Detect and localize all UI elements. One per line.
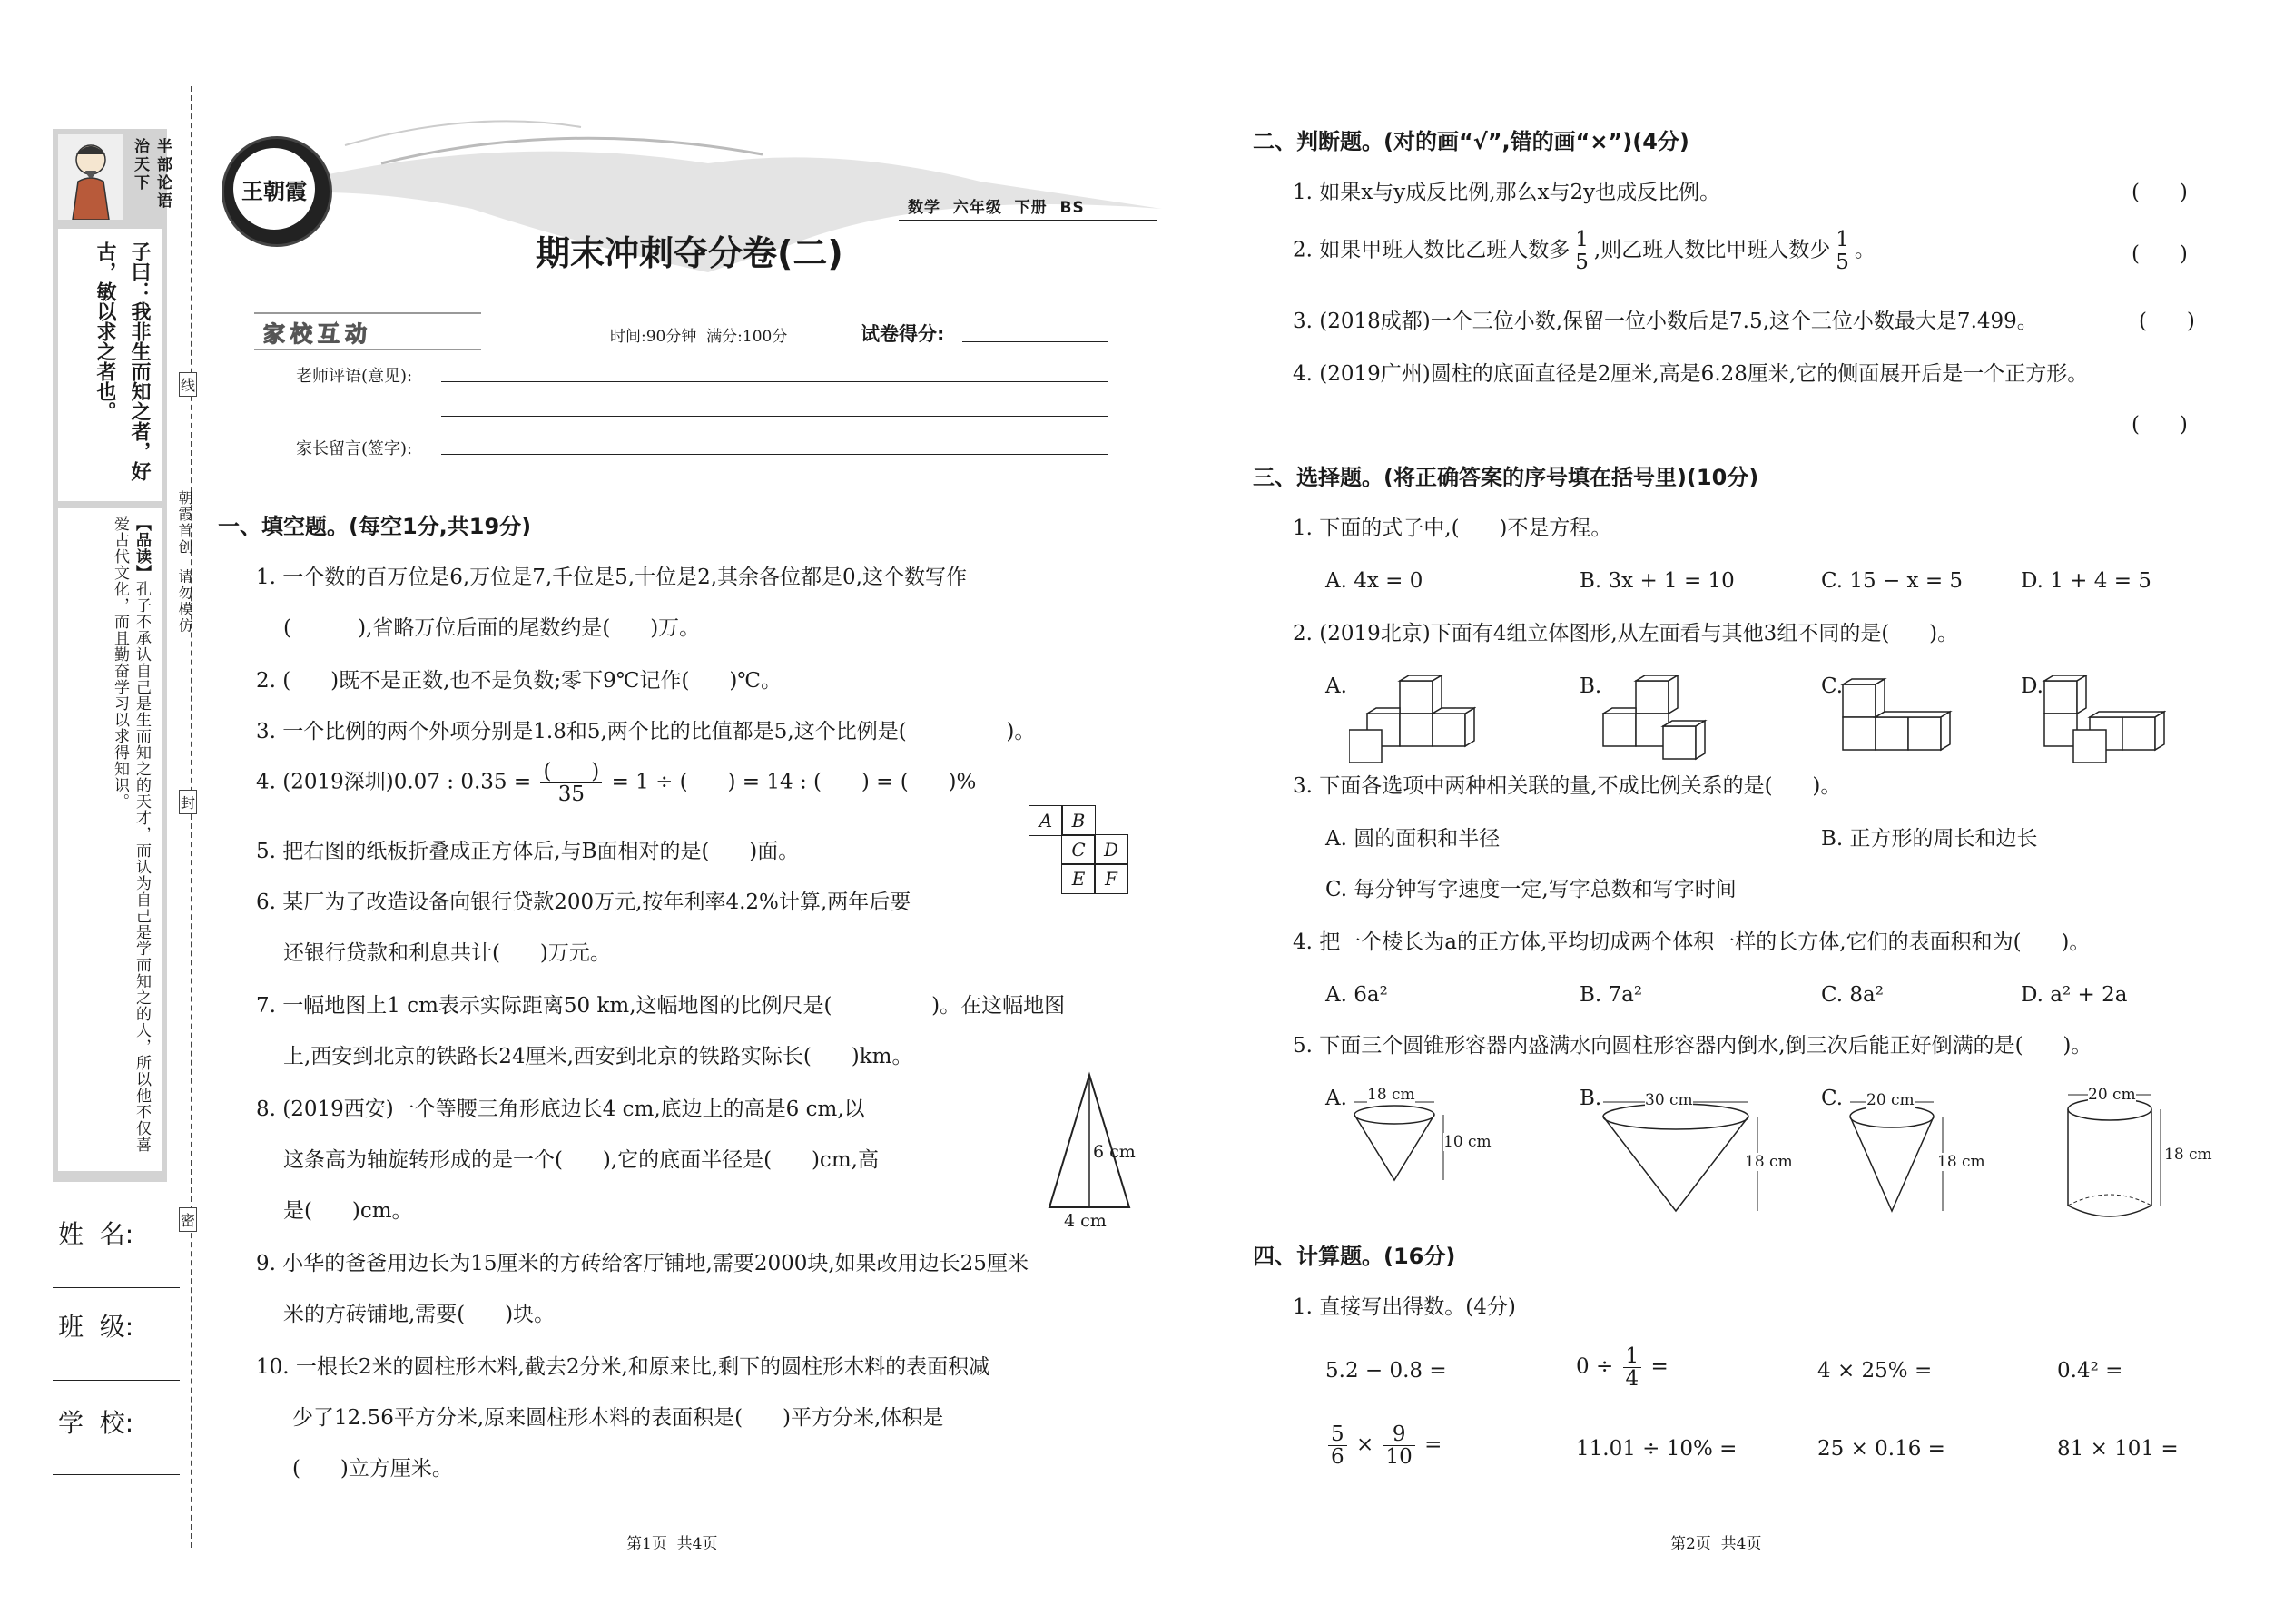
calc-8: 81 × 101 = (2057, 1437, 2179, 1461)
parent-comment-label: 家长留言(签字): (296, 439, 413, 458)
cone-b-height: 18 cm (1745, 1153, 1793, 1171)
s2-q2-frac1-num: 1 (1572, 229, 1591, 251)
s2-q2-frac2-num: 1 (1833, 229, 1852, 251)
s1-q2: 2. ( )既不是正数,也不是负数;零下9℃记作( )℃。 (256, 669, 783, 693)
cone-a-height: 10 cm (1443, 1133, 1492, 1151)
home-school-badge: 家校互动 (263, 321, 372, 347)
s2-q1: 1. 如果x与y成反比例,那么x与2y也成反比例。 (1293, 181, 1721, 204)
net-cell: F (1094, 863, 1128, 894)
calc-5-times: × (1355, 1432, 1374, 1457)
calc-2 (1576, 1345, 1669, 1390)
cut-mark-secret: 密 (179, 1207, 197, 1232)
s2-q2-mid: ,则乙班人数比甲班人数少 (1593, 238, 1831, 262)
time-score: 时间:90分钟 满分:100分 (610, 328, 788, 346)
copyright-note: 朝霞首创 请勿模仿 (176, 490, 193, 635)
brand-name: 王朝霞 (241, 178, 307, 204)
name-label: 姓 名: (58, 1219, 134, 1249)
calc-2-num: 1 (1623, 1345, 1642, 1368)
s1-q6-line1: 6. 某厂为了改造设备向银行贷款200万元,按年利率4.2%计算,两年后要 (256, 891, 911, 914)
net-cell: E (1061, 863, 1096, 894)
s1-q4-pre: 4. (2019深圳)0.07 : 0.35 = (256, 770, 532, 794)
cone-b-diameter: 30 cm (1645, 1091, 1693, 1109)
name-line (53, 1287, 180, 1288)
s1-q10-line3: ( )立方厘米。 (292, 1457, 453, 1481)
section2-title: 二、判断题。(对的画“√”,错的画“×”)(4分) (1253, 129, 1689, 154)
s1-q4-post: = 1 ÷ ( ) = 14 : ( ) = ( )% (611, 770, 977, 794)
section4-title: 四、计算题。(16分) (1253, 1244, 1456, 1269)
s2-q2-frac2 (1833, 229, 1852, 273)
reading-label: 【品读】 (133, 516, 151, 581)
cone-c-height: 18 cm (1937, 1153, 1985, 1171)
reading-text (109, 516, 153, 1160)
s1-q1-line1: 1. 一个数的百万位是6,万位是7,千位是5,十位是2,其余各位都是0,这个数写作 (256, 566, 967, 589)
score-line (962, 341, 1108, 342)
sidebar (53, 129, 172, 1182)
s3-q3-opt-c: C. 每分钟写字速度一定,写字总数和写字时间 (1325, 878, 1737, 901)
net-cell: D (1094, 834, 1128, 865)
score-label: 试卷得分: (861, 323, 945, 345)
subject-tag: 数学 六年级 下册 BS (908, 199, 1085, 217)
s1-q3: 3. 一个比例的两个外项分别是1.8和5,两个比的比值都是5,这个比例是( )。 (256, 720, 1036, 743)
s1-q4 (256, 761, 976, 805)
net-cell: C (1061, 834, 1096, 865)
cut-line (191, 86, 192, 1548)
cone-a-diameter: 18 cm (1367, 1086, 1415, 1104)
calc-5-eq: = (1424, 1432, 1442, 1457)
class-label: 班 级: (58, 1312, 134, 1342)
net-cell: A (1029, 805, 1063, 836)
cube-net (1029, 806, 1127, 893)
calc-5-num1: 5 (1328, 1423, 1347, 1446)
cylinder-diameter: 20 cm (2088, 1086, 2136, 1104)
calc-2-pre: 0 ÷ (1576, 1354, 1614, 1379)
s3-q2-opt-c: C. (1821, 674, 1844, 698)
triangle-base-label: 4 cm (1064, 1211, 1107, 1231)
triangle-height-label: 6 cm (1093, 1142, 1136, 1162)
s3-q5: 5. 下面三个圆锥形容器内盛满水向圆柱形容器内倒水,倒三次后能正好倒满的是( )。 (1293, 1034, 2092, 1058)
calc-2-frac (1623, 1345, 1642, 1390)
quote-box (58, 229, 162, 501)
s1-q7-line1: 7. 一幅地图上1 cm表示实际距离50 km,这幅地图的比例尺是( )。在这幅地图 (256, 994, 1066, 1018)
section1-title: 一、填空题。(每空1分,共19分) (218, 514, 532, 539)
calc-5-frac2 (1383, 1423, 1415, 1468)
cut-mark-seal: 封 (179, 790, 197, 814)
calc-2-post: = (1650, 1354, 1669, 1379)
calc-6: 11.01 ÷ 10% = (1576, 1437, 1738, 1461)
s1-q4-num: ( ) (540, 761, 602, 783)
cube-figure-d (2039, 675, 2166, 764)
cylinder (2061, 1089, 2179, 1225)
s2-q1-paren: ( ) (2132, 181, 2188, 204)
calc-5-frac1 (1328, 1423, 1347, 1468)
s1-q9-line1: 9. 小华的爸爸用边长为15厘米的方砖给客厅铺地,需要2000块,如果改用边长25厘米 (256, 1252, 1029, 1275)
s2-q4-paren: ( ) (2132, 413, 2188, 437)
s3-q3-opt-a: A. 圆的面积和半径 (1325, 827, 1501, 851)
page-footer-2: 第2页 共4页 (1670, 1535, 1762, 1553)
brand-logo-inner (233, 148, 315, 230)
cube-figure-a (1349, 675, 1476, 764)
cylinder-height: 18 cm (2164, 1146, 2212, 1164)
class-line (53, 1380, 180, 1381)
s3-q4: 4. 把一个棱长为a的正方体,平均切成两个体积一样的长方体,它们的表面积和为( )。 (1293, 930, 2091, 954)
s3-q4-opt-a: A. 6a² (1325, 983, 1388, 1007)
s3-q5-label-a: A. (1325, 1087, 1347, 1110)
calc-7: 25 × 0.16 = (1817, 1437, 1945, 1461)
calc-1: 5.2 − 0.8 = (1325, 1359, 1447, 1383)
s3-q4-opt-c: C. 8a² (1821, 983, 1884, 1007)
s3-q1-opt-c: C. 15 − x = 5 (1821, 569, 1964, 593)
s2-q2-frac1-den: 5 (1575, 251, 1589, 274)
school-line (53, 1474, 180, 1475)
s1-q7-line2: 上,西安到北京的铁路长24厘米,西安到北京的铁路实际长( )km。 (283, 1045, 913, 1068)
s3-q2-opt-a: A. (1325, 674, 1347, 698)
teacher-comment-line-1 (441, 381, 1108, 382)
quote-line-2: 古，敏以求之者也。 (94, 241, 116, 421)
cube-figure-b (1600, 675, 1727, 764)
s1-q4-den: 35 (557, 782, 585, 806)
s2-q3-paren: ( ) (2139, 310, 2195, 333)
subject-underline (899, 220, 1157, 221)
s3-q2: 2. (2019北京)下面有4组立体图形,从左面看与其他3组不同的是( )。 (1293, 622, 1959, 645)
section3-title: 三、选择题。(将正确答案的序号填在括号里)(10分) (1253, 465, 1759, 490)
page-title: 期末冲刺夺分卷(二) (536, 233, 843, 273)
s1-q1-line2: ( ),省略万位后面的尾数约是( )万。 (283, 616, 701, 640)
s1-q6-line2: 还银行贷款和利息共计( )万元。 (283, 941, 611, 965)
s3-q1-opt-d: D. 1 + 4 = 5 (2021, 569, 2151, 593)
reading-body: 孔子不承认自己是生而知之的天才，而认为自己是学而知之的人，所以他不仅喜爱古代文化，而且勤奋学习以求得知识。 (111, 516, 151, 1153)
calc-4: 0.4² = (2057, 1359, 2123, 1383)
cube-figure-c (1837, 675, 1964, 764)
s1-q4-fraction (540, 761, 602, 805)
teacher-comment-line-2 (441, 416, 1108, 417)
calc-5-den1: 6 (1331, 1445, 1344, 1469)
page-footer-1: 第1页 共4页 (626, 1535, 718, 1553)
s1-q8-line2: 这条高为轴旋转形成的是一个( ),它的底面半径是( )cm,高 (283, 1148, 879, 1172)
net-cell-empty (1029, 863, 1063, 894)
confucius-portrait (58, 134, 123, 220)
calc-2-den: 4 (1625, 1367, 1639, 1391)
s2-q2 (1293, 229, 1876, 273)
s2-q2-frac2-den: 5 (1836, 251, 1849, 274)
net-cell-empty (1094, 805, 1128, 836)
s3-q4-opt-b: B. 7a² (1580, 983, 1643, 1007)
s3-q1-opt-a: A. 4x = 0 (1325, 569, 1423, 593)
cut-mark-line: 线 (179, 372, 197, 397)
reading-box (58, 508, 162, 1171)
s3-q3: 3. 下面各选项中两种相关联的量,不成比例关系的是( )。 (1293, 774, 1842, 798)
cone-c-diameter: 20 cm (1866, 1091, 1915, 1109)
s2-q2-paren: ( ) (2132, 242, 2188, 266)
calc-5 (1325, 1423, 1442, 1468)
net-cell-empty (1029, 834, 1063, 865)
s3-q2-opt-b: B. (1580, 674, 1602, 698)
s1-q5: 5. 把右图的纸板折叠成正方体后,与B面相对的是( )面。 (256, 840, 800, 863)
s2-q2-frac1 (1572, 229, 1591, 273)
s3-q3-opt-b: B. 正方形的周长和边长 (1821, 827, 2038, 851)
calc-3: 4 × 25% = (1817, 1359, 1933, 1383)
s1-q8-line3: 是( )cm。 (283, 1199, 413, 1223)
s3-q2-opt-d: D. (2021, 674, 2043, 698)
s3-q4-opt-d: D. a² + 2a (2021, 983, 2128, 1007)
s3-q5-label-b: B. (1580, 1087, 1602, 1110)
s1-q8-line1: 8. (2019西安)一个等腰三角形底边长4 cm,底边上的高是6 cm,以 (256, 1097, 865, 1121)
quote-line-1: 子曰：我非生而知之者，好 (128, 241, 151, 481)
motto-tag: 半部论语治天下 (131, 138, 172, 211)
s2-q2-end: 。 (1854, 238, 1876, 262)
home-school-frame (254, 312, 481, 350)
s1-q9-line2: 米的方砖铺地,需要( )块。 (283, 1303, 556, 1326)
s1-q10-line2: 少了12.56平方分米,原来圆柱形木料的表面积是( )平方分米,体积是 (292, 1406, 944, 1430)
s2-q2-pre: 2. 如果甲班人数比乙班人数多 (1293, 238, 1570, 262)
parent-comment-line (441, 454, 1108, 455)
calc-5-num2: 9 (1383, 1423, 1415, 1446)
s3-q1: 1. 下面的式子中,( )不是方程。 (1293, 517, 1612, 540)
net-cell: B (1061, 805, 1096, 836)
s2-q4: 4. (2019广州)圆柱的底面直径是2厘米,高是6.28厘米,它的侧面展开后是一个正方形。 (1293, 362, 2089, 386)
s3-q1-opt-b: B. 3x + 1 = 10 (1580, 569, 1735, 593)
brand-logo (222, 136, 332, 247)
teacher-comment-label: 老师评语(意见): (296, 367, 413, 386)
school-label: 学 校: (58, 1408, 134, 1438)
s1-q10-line1: 10. 一根长2米的圆柱形木料,截去2分米,和原来比,剩下的圆柱形木料的表面积减 (256, 1355, 990, 1379)
calc-5-den2: 10 (1385, 1445, 1413, 1469)
s2-q3: 3. (2018成都)一个三位小数,保留一位小数后是7.5,这个三位小数最大是7.499。 (1293, 310, 2038, 333)
s4-q1: 1. 直接写出得数。(4分) (1293, 1295, 1516, 1319)
s3-q5-label-c: C. (1821, 1087, 1844, 1110)
